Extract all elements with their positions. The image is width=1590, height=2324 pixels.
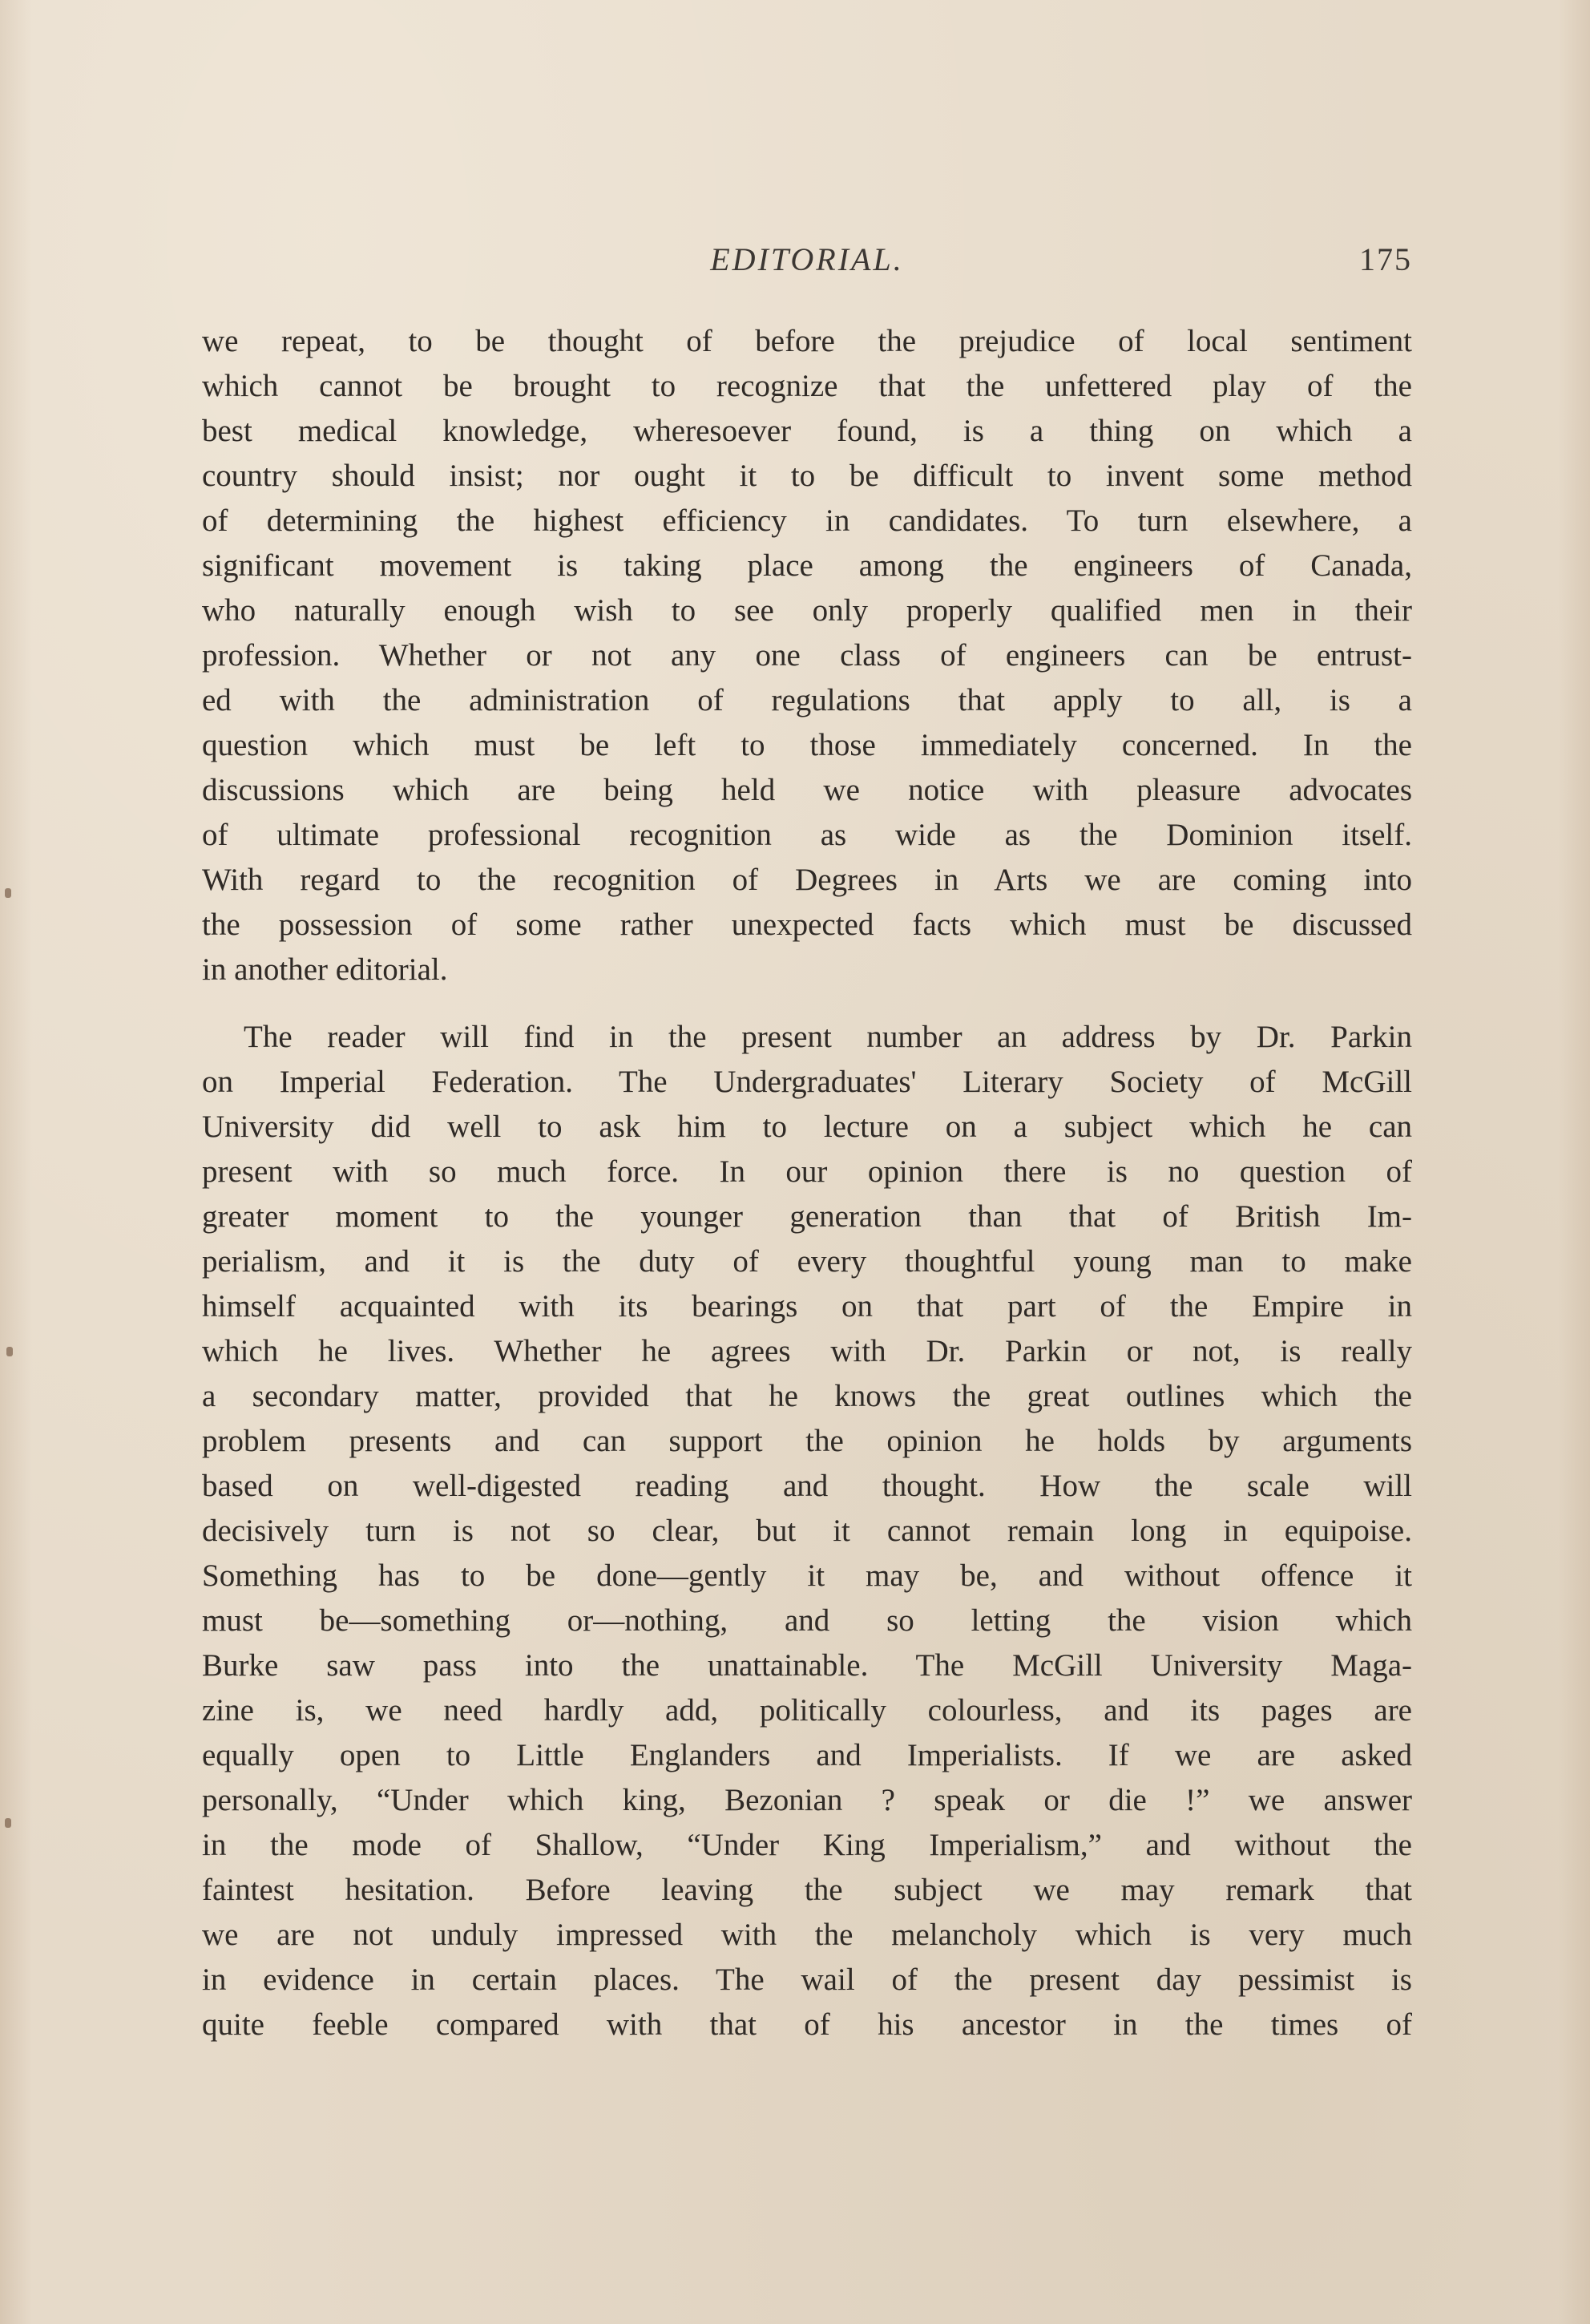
- text-line: problem presents and can support the opinion he holds by arguments: [202, 1424, 1412, 1458]
- text-line: University did well to ask him to lecture on a subject which he can: [202, 1109, 1412, 1144]
- paragraph-spacer: [202, 992, 1412, 1015]
- editorial-text: [202, 319, 1412, 2047]
- text-line: greater moment to the younger generation than that of British Im-: [202, 1199, 1412, 1234]
- text-line: who naturally enough wish to see only properly qualified men in their: [202, 593, 1412, 628]
- running-head: [202, 240, 1412, 289]
- text-line: faintest hesitation. Before leaving the subject we may remark that: [202, 1873, 1412, 1907]
- page-number: 175: [1359, 241, 1412, 277]
- text-line: question which must be left to those immediately concerned. In the: [202, 728, 1412, 762]
- running-title: EDITORIAL.: [710, 241, 904, 277]
- text-line: discussions which are being held we notice with pleasure advocates: [202, 773, 1412, 807]
- text-line: in the mode of Shallow, “Under King Imperialism,” and without the: [202, 1828, 1412, 1862]
- text-line: must be—something or—nothing, and so letting the vision which: [202, 1603, 1412, 1638]
- text-line: The reader will find in the present number an address by Dr. Parkin: [244, 1020, 1412, 1054]
- text-line: With regard to the recognition of Degrees in Arts we are coming into: [202, 863, 1412, 897]
- text-line: in another editorial.: [202, 952, 448, 987]
- text-line: ed with the administration of regulations that apply to all, is a: [202, 683, 1412, 717]
- text-line: which cannot be brought to recognize that the unfettered play of the: [202, 369, 1412, 403]
- margin-mark: [5, 1818, 11, 1828]
- text-line: personally, “Under which king, Bezonian ? speak or die !” we answer: [202, 1783, 1412, 1817]
- text-line: himself acquainted with its bearings on that part of the Empire in: [202, 1289, 1412, 1324]
- text-line: a secondary matter, provided that he knows the great outlines which the: [202, 1379, 1412, 1413]
- text-line: we are not unduly impressed with the melancholy which is very much: [202, 1918, 1412, 1952]
- text-line: significant movement is taking place among the engineers of Canada,: [202, 548, 1412, 583]
- paragraph-1: [202, 319, 1412, 992]
- text-line: on Imperial Federation. The Undergraduates' Literary Society of McGill: [202, 1065, 1412, 1099]
- text-line: profession. Whether or not any one class of engineers can be entrust-: [202, 638, 1412, 673]
- text-line: which he lives. Whether he agrees with Dr. Parkin or not, is really: [202, 1334, 1412, 1368]
- text-line: best medical knowledge, wheresoever found, is a thing on which a: [202, 414, 1412, 448]
- text-line: country should insist; nor ought it to be difficult to invent some method: [202, 459, 1412, 493]
- margin-mark: [5, 888, 11, 898]
- text-line: decisively turn is not so clear, but it cannot remain long in equipoise.: [202, 1514, 1412, 1548]
- text-line: based on well-digested reading and thought. How the scale will: [202, 1469, 1412, 1503]
- text-line: quite feeble compared with that of his ancestor in the times of: [202, 2007, 1412, 2042]
- text-line: Something has to be done—gently it may be, and without offence it: [202, 1558, 1412, 1593]
- margin-mark: [6, 1347, 13, 1356]
- text-line: Burke saw pass into the unattainable. The McGill University Maga-: [202, 1648, 1412, 1683]
- text-line: equally open to Little Englanders and Imperialists. If we are asked: [202, 1738, 1412, 1772]
- text-line: of determining the highest efficiency in candidates. To turn elsewhere, a: [202, 503, 1412, 538]
- text-line: we repeat, to be thought of before the prejudice of local sentiment: [202, 324, 1412, 358]
- text-line: zine is, we need hardly add, politically colourless, and its pages are: [202, 1693, 1412, 1728]
- text-line: of ultimate professional recognition as wide as the Dominion itself.: [202, 818, 1412, 852]
- paragraph-2: [202, 1015, 1412, 2047]
- text-line: perialism, and it is the duty of every thoughtful young man to make: [202, 1244, 1412, 1279]
- text-line: in evidence in certain places. The wail of the present day pessimist is: [202, 1962, 1412, 1997]
- text-line: present with so much force. In our opinion there is no question of: [202, 1154, 1412, 1189]
- text-line: the possession of some rather unexpected facts which must be discussed: [202, 907, 1412, 942]
